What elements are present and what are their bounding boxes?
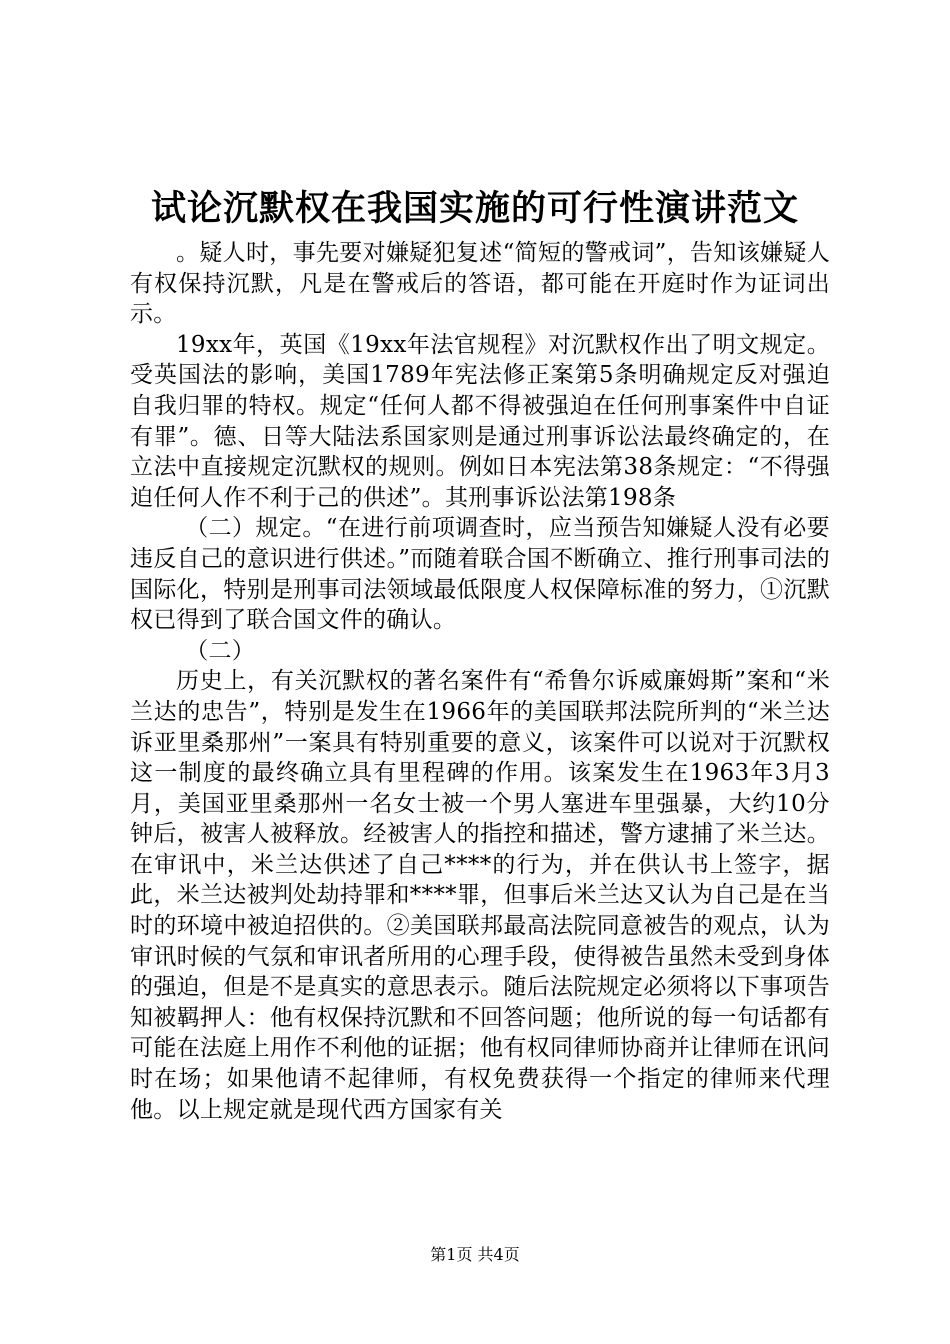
paragraph-un-recognition: （二）规定。“在进行前项调查时，应当预告知嫌疑人没有必要违反自己的意识进行供述。”而随着联合国不断确立、推行刑事司法的国际化，特别是刑事司法领域最低限度人权保障标准的努力，①沉默权已得到了联合国文件的确认。 [130, 515, 830, 634]
section-heading-two: （二） [185, 637, 256, 664]
document-title: 试论沉默权在我国实施的可行性演讲范文 [150, 188, 799, 229]
paragraph-miranda-case: 历史上，有关沉默权的著名案件有“希鲁尔诉威廉姆斯”案和“米兰达的忠告”，特别是发生在1966年的美国联邦法院所判的“米兰达诉亚里桑那州”一案具有特别重要的意义，该案件可以说对于沉默权这一制度的最终确立具有里程碑的作用。该案发生在1963年3月3月，美国亚里桑那州一名女士被一个男人塞进车里强暴，大约10分钟后，被害人被释放。经被害人的指控和描述，警方逮捕了米兰达。在审讯中，米兰达供述了自己****的行为，并在供认书上签字，据此，米兰达被判处劫持罪和****罪，但事后米兰达又认为自己是在当时的环境中被迫招供的。②美国联邦最高法院同意被告的观点，认为审讯时候的气氛和审讯者所用的心理手段，使得被告虽然未受到身体的强迫，但是不是真实的意思表示。随后法院规定必须将以下事项告知被羁押人：他有权保持沉默和不回答问题；他所说的每一句话都有可能在法庭上用作不利他的证据；他有权同律师协商并让律师在讯问时在场；如果他请不起律师，有权免费获得一个指定的律师来代理他。以上规定就是现代西方国家有关 [130, 668, 830, 1123]
paragraph-legislation-history: 19xx年，英国《19xx年法官规程》对沉默权作出了明文规定。受英国法的影响，美国1789年宪法修正案第5条明确规定反对强迫自我归罪的特权。规定“任何人都不得被强迫在任何刑事案件中自证有罪”。德、日等大陆法系国家则是通过刑事诉讼法最终确定的，在立法中直接规定沉默权的规则。例如日本宪法第38条规定：“不得强迫任何人作不利于己的供述”。其刑事诉讼法第198条 [130, 331, 830, 511]
document-body [130, 238, 830, 1125]
paragraph-warning-notice: 。疑人时，事先要对嫌疑犯复述“简短的警戒词”，告知该嫌疑人有权保持沉默，凡是在警戒后的答语，都可能在开庭时作为证词出示。 [130, 240, 830, 328]
page-number-footer: 第1页 共4页 [430, 1245, 520, 1264]
